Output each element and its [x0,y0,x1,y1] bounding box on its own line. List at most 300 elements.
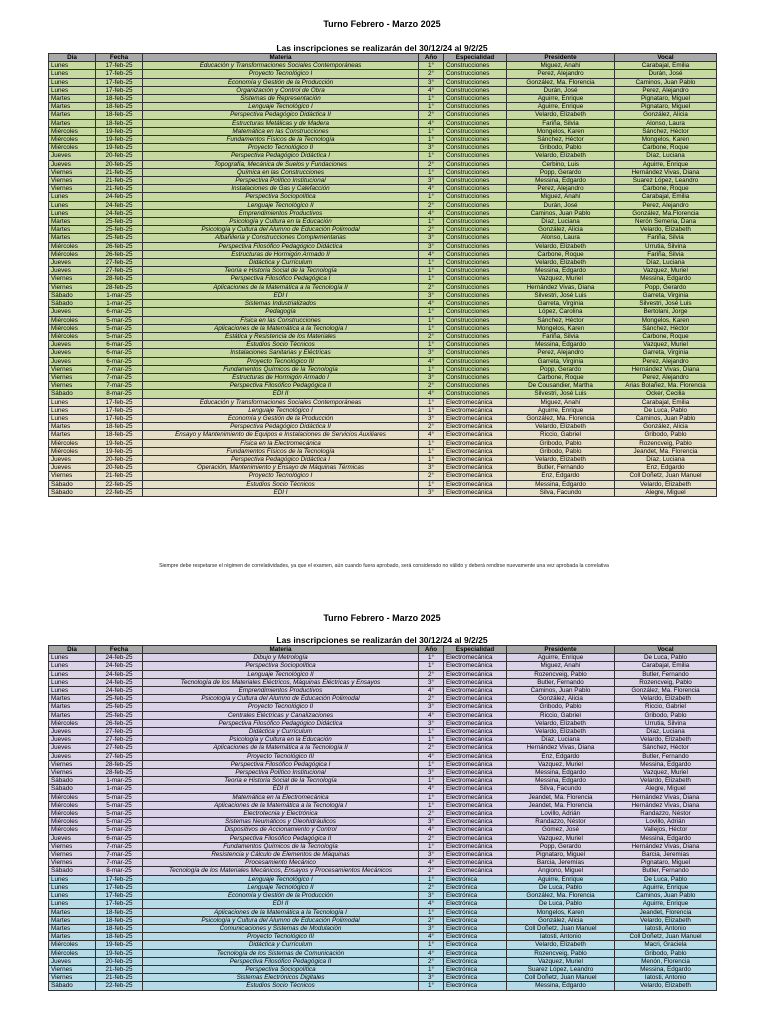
cell-presidente: Mongelos, Karen [507,127,615,135]
table-row [49,654,717,662]
cell-anio: 2° [419,957,444,965]
cell-materia: Proyecto Tecnológico III [143,933,419,941]
table-header-row [49,54,717,62]
cell-presidente: Popp, Gerardo [507,365,615,373]
cell-presidente: Iatosti, Antonio [507,933,615,941]
cell-presidente: Jeandet, Ma. Florencia [507,793,615,801]
cell-vocal: Perez, Alejandro [615,201,717,209]
cell-dia: Lunes [49,662,96,670]
cell-dia: Miércoles [49,818,96,826]
cell-especialidad: Construcciones [444,103,507,111]
cell-presidente: Pignataro, Miguel [507,851,615,859]
cell-anio: 2° [419,283,444,291]
cell-vocal: Nerón Semeria, Dana [615,218,717,226]
cell-presidente: Garreta, Virginia [507,357,615,365]
cell-materia: Estudios Socio Técnicos [143,341,419,349]
cell-presidente: Velardo, Elizabeth [507,242,615,250]
cell-fecha: 7-mar-25 [96,382,143,390]
cell-materia: Perspectiva Filosófico Pedagógica I [143,760,419,768]
table-row [49,875,717,883]
cell-materia: Economía y Gestión de la Producción [143,892,419,900]
cell-anio: 3° [419,892,444,900]
cell-especialidad: Construcciones [444,119,507,127]
cell-presidente: Mongelos, Karen [507,324,615,332]
cell-fecha: 24-feb-25 [96,654,143,662]
cell-fecha: 18-feb-25 [96,423,143,431]
cell-fecha: 17-feb-25 [96,406,143,414]
table-row [49,472,717,480]
cell-anio: 4° [419,826,444,834]
cell-presidente: Messina, Edgardo [507,769,615,777]
cell-anio: 1° [419,127,444,135]
cell-anio: 1° [419,447,444,455]
cell-vocal: Pignataro, Miguel [615,95,717,103]
cell-vocal: Butler, Fernando [615,867,717,875]
cell-fecha: 18-feb-25 [96,431,143,439]
cell-dia: Miércoles [49,250,96,258]
table-row [49,736,717,744]
cell-vocal: Bertolani, Jorge [615,308,717,316]
cell-especialidad: Electromecánica [444,826,507,834]
cell-anio: 3° [419,373,444,381]
cell-especialidad: Construcciones [444,62,507,70]
cell-anio: 1° [419,365,444,373]
cell-dia: Martes [49,119,96,127]
cell-fecha: 17-feb-25 [96,78,143,86]
cell-anio: 2° [419,744,444,752]
table-row [49,687,717,695]
cell-especialidad: Electromecánica [444,670,507,678]
cell-especialidad: Electromecánica [444,801,507,809]
cell-dia: Sábado [49,300,96,308]
cell-vocal: Carbone, Roque [615,185,717,193]
cell-materia: Tecnología de los Materiales Mecánicos, Ensayos y Procesamientos Mecánicos [143,867,419,875]
table-row [49,703,717,711]
cell-presidente: Aguirre, Enrique [507,654,615,662]
cell-presidente: Messina, Edgardo [507,267,615,275]
cell-anio: 1° [419,842,444,850]
cell-especialidad: Electromecánica [444,480,507,488]
table-row [49,414,717,422]
cell-presidente: González, Alicia [507,226,615,234]
cell-dia: Lunes [49,678,96,686]
cell-dia: Viernes [49,168,96,176]
cell-materia: Fundamentos Químicos de la Tecnología [143,365,419,373]
cell-materia: Aplicaciones de la Matemática a la Tecnología I [143,801,419,809]
cell-dia: Viernes [49,373,96,381]
cell-materia: Psicología y Cultura en la Educación [143,218,419,226]
cell-materia: Perspectiva Sociopolítica [143,965,419,973]
table-row [49,867,717,875]
cell-anio: 3° [419,234,444,242]
table-row [49,119,717,127]
cell-dia: Martes [49,226,96,234]
cell-materia: Estática y Resistencia de los Materiales [143,332,419,340]
table-row [49,744,717,752]
cell-fecha: 7-mar-25 [96,373,143,381]
cell-anio: 1° [419,275,444,283]
cell-especialidad: Electromecánica [444,398,507,406]
cell-presidente: Gribodo, Pablo [507,447,615,455]
cell-fecha: 27-feb-25 [96,744,143,752]
cell-anio: 4° [419,250,444,258]
cell-anio: 1° [419,480,444,488]
cell-fecha: 20-feb-25 [96,160,143,168]
cell-especialidad: Electromecánica [444,867,507,875]
cell-fecha: 19-feb-25 [96,439,143,447]
cell-vocal: Díaz, Luciana [615,455,717,463]
cell-especialidad: Construcciones [444,201,507,209]
cell-dia: Jueves [49,267,96,275]
cell-fecha: 1-mar-25 [96,785,143,793]
cell-fecha: 7-mar-25 [96,851,143,859]
cell-especialidad: Electrónica [444,916,507,924]
cell-presidente: Cerbino, Luis [507,160,615,168]
table-row [49,924,717,932]
cell-vocal: Carabajal, Emilia [615,193,717,201]
cell-dia: Viernes [49,974,96,982]
cell-fecha: 18-feb-25 [96,916,143,924]
cell-fecha: 25-feb-25 [96,711,143,719]
cell-dia: Jueves [49,744,96,752]
cell-materia: Lenguaje Tecnológico I [143,875,419,883]
cell-dia: Miércoles [49,242,96,250]
table-row [49,785,717,793]
cell-especialidad: Electrónica [444,957,507,965]
cell-materia: Instalaciones de Gas y Calefacción [143,185,419,193]
cell-anio: 2° [419,332,444,340]
cell-anio: 2° [419,226,444,234]
table-row [49,111,717,119]
cell-anio: 3° [419,974,444,982]
cell-dia: Miércoles [49,810,96,818]
cell-anio: 3° [419,242,444,250]
cell-materia: Perspectiva Filosófico Pedagógica II [143,382,419,390]
cell-fecha: 19-feb-25 [96,949,143,957]
cell-fecha: 17-feb-25 [96,900,143,908]
table-row [49,160,717,168]
cell-fecha: 5-mar-25 [96,818,143,826]
cell-dia: Martes [49,916,96,924]
cell-anio: 3° [419,924,444,932]
cell-fecha: 19-feb-25 [96,447,143,455]
cell-vocal: Sánchez, Héctor [615,127,717,135]
cell-especialidad: Electromecánica [444,695,507,703]
cell-vocal: Hernández Vivas, Diana [615,365,717,373]
cell-presidente: Velardo, Elizabeth [507,719,615,727]
cell-materia: Proyecto Tecnológico III [143,357,419,365]
cell-dia: Lunes [49,670,96,678]
cell-especialidad: Construcciones [444,357,507,365]
cell-materia: Proyecto Tecnológico I [143,472,419,480]
cell-anio: 1° [419,455,444,463]
cell-dia: Martes [49,695,96,703]
cell-anio: 3° [419,414,444,422]
cell-fecha: 5-mar-25 [96,801,143,809]
cell-materia: Fundamentos Físicos de la Tecnología [143,447,419,455]
cell-vocal: Enz, Edgardo [615,464,717,472]
table-row [49,431,717,439]
table-row [49,464,717,472]
cell-materia: Psicología y Cultura del Alumno de Educación Polimodal [143,226,419,234]
cell-dia: Jueves [49,957,96,965]
cell-materia: Comunicaciones y Sistemas de Modulación [143,924,419,932]
cell-materia: Lenguaje Tecnológico I [143,406,419,414]
cell-presidente: Durán, José [507,201,615,209]
cell-fecha: 17-feb-25 [96,62,143,70]
cell-especialidad: Electromecánica [444,406,507,414]
cell-especialidad: Construcciones [444,316,507,324]
cell-especialidad: Electromecánica [444,414,507,422]
table-row [49,769,717,777]
cell-dia: Jueves [49,357,96,365]
cell-materia: Perspectiva Sociopolítica [143,662,419,670]
cell-vocal: Velardo, Elizabeth [615,982,717,990]
cell-fecha: 24-feb-25 [96,209,143,217]
cell-anio: 1° [419,406,444,414]
cell-dia: Miércoles [49,144,96,152]
cell-materia: Perspectiva Pedagógico Didáctica I [143,455,419,463]
cell-anio: 2° [419,382,444,390]
cell-fecha: 17-feb-25 [96,883,143,891]
cell-especialidad: Electrónica [444,924,507,932]
cell-presidente: Velardo, Elizabeth [507,941,615,949]
cell-fecha: 25-feb-25 [96,703,143,711]
cell-presidente: Silva, Facundo [507,488,615,496]
cell-materia: Perspectiva Filosófico Pedagógico Didáctica [143,719,419,727]
cell-fecha: 27-feb-25 [96,259,143,267]
cell-especialidad: Construcciones [444,324,507,332]
cell-materia: Emprendimientos Productivos [143,687,419,695]
cell-especialidad: Construcciones [444,242,507,250]
cell-presidente: Velardo, Elizabeth [507,728,615,736]
table-row [49,439,717,447]
cell-fecha: 5-mar-25 [96,793,143,801]
cell-fecha: 17-feb-25 [96,86,143,94]
cell-fecha: 18-feb-25 [96,924,143,932]
cell-presidente: Enz, Edgardo [507,752,615,760]
cell-materia: Fundamentos Físicos de la Tecnología [143,136,419,144]
cell-anio: 1° [419,324,444,332]
cell-vocal: Sánchez, Héctor [615,744,717,752]
cell-materia: Aplicaciones de la Matemática a la Tecnología I [143,324,419,332]
cell-materia: Pedagogía [143,308,419,316]
cell-especialidad: Construcciones [444,193,507,201]
cell-especialidad: Electromecánica [444,777,507,785]
cell-vocal: Sánchez, Héctor [615,324,717,332]
table-row [49,242,717,250]
cell-especialidad: Electromecánica [444,818,507,826]
cell-vocal: Garreta, Virginia [615,291,717,299]
cell-fecha: 18-feb-25 [96,908,143,916]
cell-fecha: 6-mar-25 [96,357,143,365]
cell-especialidad: Construcciones [444,152,507,160]
cell-anio: 1° [419,136,444,144]
cell-especialidad: Electromecánica [444,472,507,480]
table-row [49,357,717,365]
table-row [49,103,717,111]
cell-anio: 4° [419,785,444,793]
cell-especialidad: Electromecánica [444,711,507,719]
table-row [49,826,717,834]
cell-fecha: 20-feb-25 [96,152,143,160]
cell-vocal: Suarez López, Leandro [615,177,717,185]
cell-anio: 1° [419,341,444,349]
cell-especialidad: Electrónica [444,965,507,973]
cell-vocal: Menón, Florencia [615,957,717,965]
cell-vocal: Velardo, Elizabeth [615,736,717,744]
cell-dia: Viernes [49,275,96,283]
cell-vocal: Perez, Alejandro [615,86,717,94]
cell-dia: Jueves [49,308,96,316]
cell-anio: 1° [419,259,444,267]
cell-dia: Viernes [49,283,96,291]
cell-fecha: 1-mar-25 [96,777,143,785]
cell-anio: 2° [419,70,444,78]
cell-especialidad: Construcciones [444,250,507,258]
cell-dia: Viernes [49,965,96,973]
cell-especialidad: Electrónica [444,900,507,908]
header-anio: Año [419,54,444,62]
cell-presidente: González, Ma. Florencia [507,78,615,86]
cell-dia: Miércoles [49,941,96,949]
cell-dia: Miércoles [49,316,96,324]
cell-vocal: Fariña, Silvia [615,234,717,242]
cell-materia: Instalaciones Sanitarias y Eléctricas [143,349,419,357]
cell-fecha: 25-feb-25 [96,226,143,234]
cell-fecha: 5-mar-25 [96,810,143,818]
cell-materia: Electrotecnia y Electrónica [143,810,419,818]
cell-dia: Miércoles [49,793,96,801]
cell-especialidad: Electrónica [444,949,507,957]
cell-presidente: Vazquez, Muriel [507,760,615,768]
cell-presidente: De Cousandier, Martha [507,382,615,390]
cell-presidente: Messina, Edgardo [507,341,615,349]
cell-vocal: Carabajal, Emilia [615,398,717,406]
cell-presidente: Messina, Edgardo [507,777,615,785]
cell-dia: Jueves [49,259,96,267]
cell-dia: Miércoles [49,949,96,957]
cell-fecha: 25-feb-25 [96,234,143,242]
cell-presidente: González, Ma. Florencia [507,414,615,422]
cell-anio: 1° [419,62,444,70]
table-row [49,957,717,965]
cell-especialidad: Electromecánica [444,703,507,711]
cell-presidente: Gribodo, Pablo [507,439,615,447]
cell-presidente: Hernández Vivas, Diana [507,744,615,752]
cell-presidente: Alonso, Laura [507,234,615,242]
cell-anio: 3° [419,678,444,686]
header-dia: Día [49,54,96,62]
cell-dia: Viernes [49,382,96,390]
registration-subtitle: Las inscripciones se realizarán del 30/12/24 al 9/2/25 [276,43,488,53]
cell-especialidad: Construcciones [444,218,507,226]
cell-vocal: Urrutia, Silvina [615,719,717,727]
cell-materia: Didáctica y Currículum [143,941,419,949]
cell-anio: 4° [419,711,444,719]
cell-vocal: Aguirre, Enrique [615,900,717,908]
cell-especialidad: Electromecánica [444,654,507,662]
cell-fecha: 6-mar-25 [96,349,143,357]
cell-fecha: 27-feb-25 [96,752,143,760]
cell-materia: Lenguaje Tecnológico II [143,670,419,678]
table-row [49,78,717,86]
table-row [49,900,717,908]
cell-presidente: Miguez, Anahí [507,62,615,70]
cell-presidente: Vazquez, Muriel [507,834,615,842]
table-row [49,316,717,324]
cell-dia: Martes [49,908,96,916]
cell-dia: Miércoles [49,719,96,727]
header-fecha: Fecha [96,54,143,62]
cell-fecha: 27-feb-25 [96,728,143,736]
cell-materia: Psicología y Cultura en la Educación [143,736,419,744]
cell-especialidad: Construcciones [444,78,507,86]
cell-anio: 4° [419,431,444,439]
cell-anio: 1° [419,267,444,275]
cell-presidente: Barcia, Jeremías [507,859,615,867]
cell-vocal: Caminos, Juan Pablo [615,78,717,86]
cell-dia: Sábado [49,982,96,990]
cell-dia: Martes [49,95,96,103]
table-row [49,136,717,144]
cell-anio: 4° [419,900,444,908]
cell-fecha: 20-feb-25 [96,957,143,965]
cell-anio: 3° [419,818,444,826]
cell-especialidad: Electromecánica [444,769,507,777]
table-row [49,291,717,299]
cell-anio: 4° [419,185,444,193]
cell-fecha: 22-feb-25 [96,982,143,990]
cell-vocal: Messina, Edgardo [615,834,717,842]
table-row [49,193,717,201]
cell-anio: 1° [419,103,444,111]
cell-anio: 1° [419,793,444,801]
cell-especialidad: Electromecánica [444,719,507,727]
table-row [49,933,717,941]
table-row [49,62,717,70]
cell-materia: Didáctica y Currículum [143,728,419,736]
cell-anio: 1° [419,152,444,160]
cell-especialidad: Construcciones [444,349,507,357]
cell-anio: 1° [419,777,444,785]
cell-materia: Estructuras Metálicas y de Madera [143,119,419,127]
cell-dia: Lunes [49,875,96,883]
cell-dia: Martes [49,933,96,941]
cell-materia: Estructuras de Hormigón Armado I [143,373,419,381]
cell-materia: Estudios Socio Técnicos [143,480,419,488]
cell-materia: Psicología y Cultura del Alumno de Educación Polimodal [143,695,419,703]
cell-materia: Perspectiva Filosófico Pedagógica II [143,957,419,965]
table-row [49,341,717,349]
cell-vocal: Vazquez, Muriel [615,267,717,275]
cell-especialidad: Electromecánica [444,736,507,744]
cell-vocal: Perez, Alejandro [615,373,717,381]
cell-materia: Organización y Control de Obra [143,86,419,94]
cell-especialidad: Electrónica [444,933,507,941]
cell-dia: Miércoles [49,127,96,135]
cell-fecha: 24-feb-25 [96,670,143,678]
header-vocal: Vocal [615,646,717,654]
cell-anio: 2° [419,423,444,431]
cell-dia: Lunes [49,900,96,908]
table-row [49,423,717,431]
cell-especialidad: Electromecánica [444,431,507,439]
cell-anio: 4° [419,859,444,867]
cell-dia: Jueves [49,736,96,744]
cell-fecha: 5-mar-25 [96,826,143,834]
header-especialidad: Especialidad [444,54,507,62]
